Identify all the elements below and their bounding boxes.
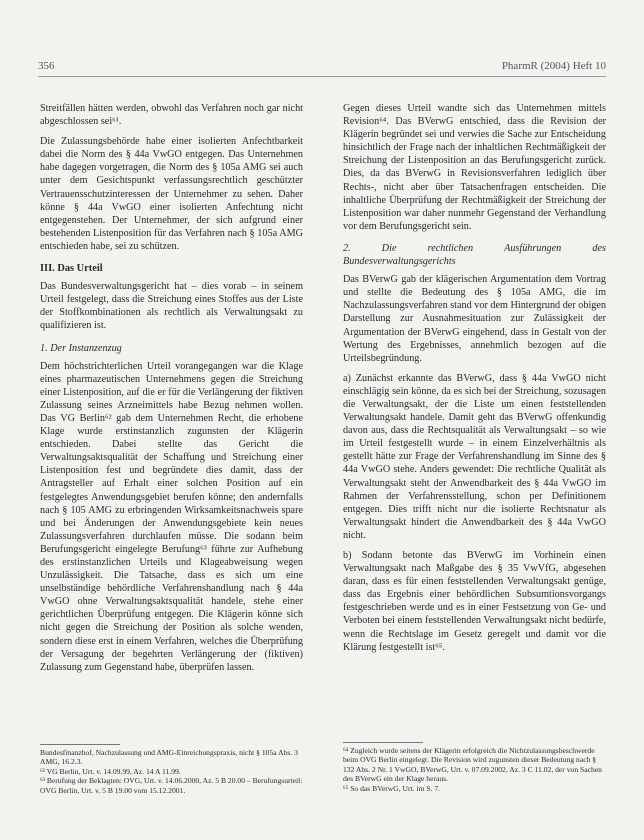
paragraph: a) Zunächst erkannte das BVerwG, dass § 44a VwGO nicht einschlägig sein könne, da es sich bei der Streichung, sozusagen die Verwaltungsakt, der die Liste um einen feststellenden Verwaltungsakt handele. Damit geht das BVerwG offenkundig davon aus, dass die Rechtsqualität als Verwaltungsakt – so wie im Urteil festgestellt wurde – in einem Einzelverhältnis als gestellt hätte zur Frage der Verfahrenshandlung im Sinne des § 44a VwGO stehe. Anders gewendet: Die rechtliche Qualität als Verwaltungsakt steht der Anwendbarkeit des § 44a VwGO im Rahmen der Verfahrensstellung, schon per Definitionem entgegen. Dies trifft nicht nur die isolierte Rechtsnatur als Verwaltungsakt hindert die Anwendbarkeit des § 44a VwGO nicht. (343, 372, 606, 541)
paragraph: b) Sodann betonte das BVerwG im Vorhinein einen Verwaltungsakt nach Maßgabe des § 35 VwVfG, abgesehen daran, dass es für einen feststellenden Verwaltungsakt genüge, dass das Ergebnis einer behördlichen Subsumtionsvorgangs festgeschrieben werde und es in einer Festsetzung von Ge- und Verboten bei einem feststellenden Verwaltungsakt nicht bedürfe, wenn die Rechtslage im Gesetz geregelt und damit vor die Klärung festgestellt ist⁶⁵. (343, 550, 606, 653)
section-heading: III. Das Urteil (40, 263, 103, 275)
footnote-separator (40, 744, 120, 745)
journal-citation: PharmR (2004) Heft 10 (501, 60, 606, 72)
subsection-heading: 1. Der Instanzenzug (40, 342, 122, 354)
footnote: ⁶³ Berufung der Beklagten: OVG, Urt. v. 14.06.2000, Az. 5 B 20.00 – Berufungsurteil: OVG Berlin, Urt. v. 5 B 19.00 vom 15.12.2001. (40, 776, 303, 795)
footnote-separator (343, 742, 423, 743)
footnotes-right (343, 738, 606, 793)
paragraph: Die Zulassungsbehörde habe einer isolierten Anfechtbarkeit dabei die Norm des § 44a VwGO entgegen. Das Unternehmen habe dagegen vorgetragen, die Norm des § 105a AMG sei auch unter dem Gesichtspunkt verfassungsrechtlich geschützter Vertrauensschutzinteressen der Unternehmer zu sehen. Daher könne § 44a VwGO einer isolierten Anfechtung nicht entgegenstehen. Der Unternehmer, der sich aufgrund einer bestehenden Listenposition für das Verfahren nach § 105a AMG entschieden habe, sei zu schützen. (40, 136, 303, 252)
footnote: Bundesfinanzhof, Nachzulassung und AMG-Einreichungspraxis, nicht § 105a Abs. 3 AMG, 16.2.3. (40, 748, 298, 767)
footnote: ⁶⁴ Zugleich wurde seitens der Klägerin erfolgreich die Nichtzulassungsbeschwerde beim OVG Berlin eingelegt. Die Revision wird zugunsten dieser Bedeutung nach § 132 Abs. 2 Nr. 1 VwGO, BVerwG, Urt. v. 07.09.2002, Az. 3 C 11.02, der von Sachen des BVerwG ein der Klage heraus. (343, 746, 602, 784)
paragraph: Dem höchstrichterlichen Urteil vorangegangen war die Klage eines pharmazeutischen Unternehmens gegen die Streichung einer Listenposition, auf die er für die Verlängerung der fiktiven Zulassung seines Arzneimittels habe Bezug nehmen wollen. Das VG Berlin⁶² gab dem Unternehmen Recht, die erhobene Klage wurde erstinstanzlich zugunsten der Klägerin entschieden. Dabei stellte das Gericht die Verwaltungsaktsqualität der Schaffung und Streichung einer Listenposition fest und begründete dies damit, dass der Antragsteller auf Erhalt einer solchen Position auf ein festgelegtes Anwendungsgebiet berufen könne; den andernfalls nach § 105 AMG zu erbringenden Wirksamkeitsnachweis spare und bei Änderungen der Anwendungsgebiete kein neues Zulassungsverfahren durchlaufen müsse. Die sodann beim Berufungsgericht eingelegte Berufung⁶³ führte zur Aufhebung des erstinstanzlichen Urteils und Klageabweisung wegen Unzulässigkeit. Die Tatsache, dass es sich um eine unselbständige behördliche Verfahrenshandlung nach § 44a VwGO ohne Verwaltungsaktsqualität handele, stehe einer gerichtlichen Überprüfung entgegen. Die Klägerin könne sich nicht gegen die Streichung der Position als solche wenden, sondern diese erst in einem Verfahren, welches die Überprüfung der Versagung der begehrten Verlängerung der (fiktiven) Zulassung zum Gegenstand habe, überprüfen lassen. (40, 360, 303, 673)
paragraph: Streitfällen hätten werden, obwohl das Verfahren noch gar nicht abgeschlossen sei⁶¹. (40, 103, 303, 128)
paragraph: Das BVerwG gab der klägerischen Argumentation dem Vortrag und stellte die Bedeutung des § 105a AMG, die im Nachzulassungsverfahren stand vor dem Hintergrund der obigen Darstellung zur Ausnahmesituation zur Zulässigkeit der Argumentation der BVerwG eingehend, dass in Gestalt von der Wertung des Ergebnisses, annehmlich bezogen auf die Urteilsbegründung. (343, 274, 606, 364)
subsection-heading: 2. Die rechtlichen Ausführungen des Bundesverwaltungsgerichts (343, 242, 606, 268)
footnote: ⁶⁵ So das BVerwG, Urt. im S. 7. (343, 783, 441, 793)
footnote: ⁶² VG Berlin, Urt. v. 14.09.99, Az. 14 A 11.99. (40, 766, 181, 776)
page-number: 356 (38, 60, 55, 72)
paragraph: Gegen dieses Urteil wandte sich das Unternehmen mittels Revision⁶⁴. Das BVerwG entschied, dass die Revision der Klägerin begründet sei und verwies die Sache zur Entscheidung hinsichtlich der Frage nach der inhaltlichen Rechtmäßigkeit der Streichung der Listenposition an das Berufungsgericht zurück. Dies, da das BVerwG in Revisionsverfahren lediglich über Rechts-, nicht aber über Tatsachenfragen entscheiden. Die inhaltliche Überprüfung der Rechtmäßigkeit der Streichung der Listenposition war daher nunmehr Gegenstand der Verhandlung vor dem Berufungsgericht sein. (343, 103, 606, 232)
left-column (40, 102, 303, 681)
page-header (38, 60, 606, 77)
paragraph: Das Bundesverwaltungsgericht hat – dies vorab – in seinem Urteil festgelegt, dass die Streichung eines Stoffes aus der Liste der Stoffkombinationen als rechtlich als Verwaltungsakt zu qualifizieren ist. (40, 281, 303, 332)
footnotes-left (40, 740, 303, 795)
right-column (343, 102, 606, 661)
